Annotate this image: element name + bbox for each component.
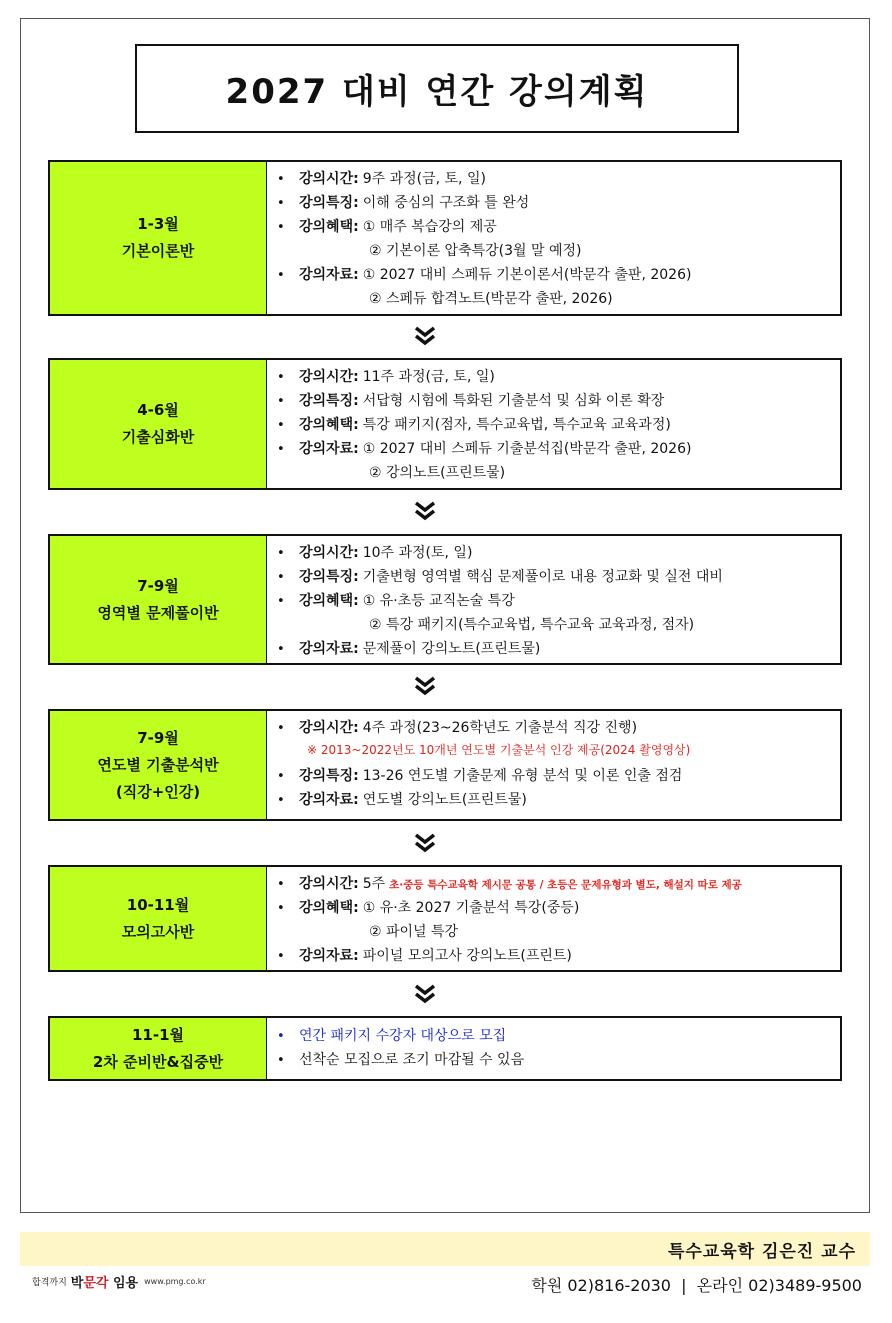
bullet-icon: • [277,570,285,585]
bullet-icon: • [277,1053,285,1068]
bullet-icon: • [277,418,285,433]
course-label [50,162,267,314]
course-label [50,711,267,819]
detail-line: • 강의시간: 4주 과정(23~26학년도 기출분석 직강 진행) [277,720,638,736]
course-label [50,867,267,970]
detail-line: • 연간 패키지 수강자 대상으로 모집 [277,1028,507,1044]
detail-line: • 강의자료: 연도별 강의노트(프린트물) [277,792,527,808]
double-chevron-down-icon [413,501,437,521]
course-name: 영역별 문제풀이반 [97,603,219,622]
bullet-icon: • [277,1029,285,1044]
course-mode: (직강+인강) [115,782,201,801]
detail-line: • 강의특징: 기출변형 영역별 핵심 문제풀이로 내용 정교화 및 실전 대비 [277,569,723,585]
detail-line-continued: ② 스페듀 합격노트(박문각 출판, 2026) [369,291,613,307]
course-name: 연도별 기출분석반 [97,755,219,774]
contact-info: 학원 02)816-2030 | 온라인 02)3489-9500 [531,1276,862,1295]
course-yearly-exam-analysis [48,709,842,821]
detail-line: • 강의자료: ① 2027 대비 스페듀 기출분석집(박문각 출판, 2026) [277,441,692,457]
detail-line: • 강의시간: 10주 과정(토, 일) [277,545,473,561]
course-details [267,867,840,970]
course-details [267,711,840,819]
detail-line: • 강의시간: 5주 초·중등 특수교육학 제시문 공통 / 초등은 문제유형과 별도, 해설지 따로 제공 [277,876,742,892]
course-name: 기출심화반 [121,428,195,446]
course-period: 7-9월 [137,728,179,747]
bullet-icon: • [277,721,285,736]
course-name: 기본이론반 [121,242,195,260]
detail-line: • 강의특징: 이해 중심의 구조화 틀 완성 [277,195,530,211]
website-url: www.pmg.co.kr [144,1277,206,1286]
brand-name: 박문각 임용 [70,1276,139,1291]
course-mock-exam [48,865,842,972]
double-chevron-down-icon [413,676,437,696]
course-second-round-intensive [48,1016,842,1081]
detail-line-continued: ② 기본이론 압축특강(3월 말 예정) [369,243,582,259]
footer-band [20,1232,870,1266]
course-basic-theory [48,160,842,316]
detail-line-continued: ② 특강 패키지(특수교육법, 특수교육 교육과정, 점자) [369,617,695,633]
page-title: 2027 대비 연간 강의계획 [225,72,649,112]
course-name: 모의고사반 [121,922,195,941]
course-period: 11-1월 [131,1025,185,1044]
bullet-icon: • [277,769,285,784]
course-details [267,1018,840,1079]
detail-line: • 강의시간: 11주 과정(금, 토, 일) [277,369,495,385]
bullet-icon: • [277,949,285,964]
course-past-exam-advanced [48,358,842,490]
teacher-name: 특수교육학 김은진 교수 [667,1241,856,1262]
course-period: 7-9월 [137,576,179,595]
course-label [50,536,267,663]
detail-line: • 강의자료: ① 2027 대비 스페듀 기본이론서(박문각 출판, 2026) [277,267,692,283]
bullet-icon: • [277,196,285,211]
course-details [267,162,840,314]
detail-line: • 강의혜택: 특강 패키지(점자, 특수교육법, 특수교육 교육과정) [277,417,671,433]
bullet-icon: • [277,442,285,457]
course-name: 2차 준비반&집중반 [92,1052,224,1071]
detail-line-continued: ② 강의노트(프린트물) [369,465,506,481]
course-label [50,1018,267,1079]
detail-line: • 강의특징: 13-26 연도별 기출문제 유형 분석 및 이론 인출 점검 [277,768,683,784]
detail-line: • 강의혜택: ① 유·초 2027 기출분석 특강(중등) [277,900,580,916]
detail-line: • 선착순 모집으로 조기 마감될 수 있음 [277,1052,525,1068]
detail-line: • 강의자료: 문제풀이 강의노트(프린트물) [277,641,541,657]
bullet-icon: • [277,220,285,235]
course-period: 4-6월 [137,401,179,419]
bullet-icon: • [277,370,285,385]
detail-line: • 강의자료: 파이널 모의고사 강의노트(프린트) [277,948,572,964]
detail-line: • 강의혜택: ① 유·초등 교직논술 특강 [277,593,515,609]
bullet-icon: • [277,172,285,187]
bullet-icon: • [277,268,285,283]
bullet-icon: • [277,394,285,409]
bullet-icon: • [277,594,285,609]
bullet-icon: • [277,877,285,892]
bullet-icon: • [277,793,285,808]
detail-line-continued: ② 파이널 특강 [369,924,459,940]
double-chevron-down-icon [413,984,437,1004]
bullet-icon: • [277,546,285,561]
course-details [267,536,840,663]
course-details [267,360,840,488]
note-line: ※ 2013~2022년도 10개년 연도별 기출분석 인강 제공(2024 촬영영상) [307,743,691,757]
title-box [135,44,739,133]
detail-line: • 강의혜택: ① 매주 복습강의 제공 [277,219,497,235]
course-period: 10-11월 [126,895,190,914]
logo: 합격까지 박문각 임용 www.pmg.co.kr [32,1272,206,1291]
double-chevron-down-icon [413,326,437,346]
bullet-icon: • [277,901,285,916]
bullet-icon: • [277,642,285,657]
detail-line: • 강의특징: 서답형 시험에 특화된 기출분석 및 심화 이론 확장 [277,393,665,409]
course-domain-problem-solving [48,534,842,665]
course-period: 1-3월 [137,215,179,233]
double-chevron-down-icon [413,833,437,853]
course-label [50,360,267,488]
detail-line: • 강의시간: 9주 과정(금, 토, 일) [277,171,486,187]
